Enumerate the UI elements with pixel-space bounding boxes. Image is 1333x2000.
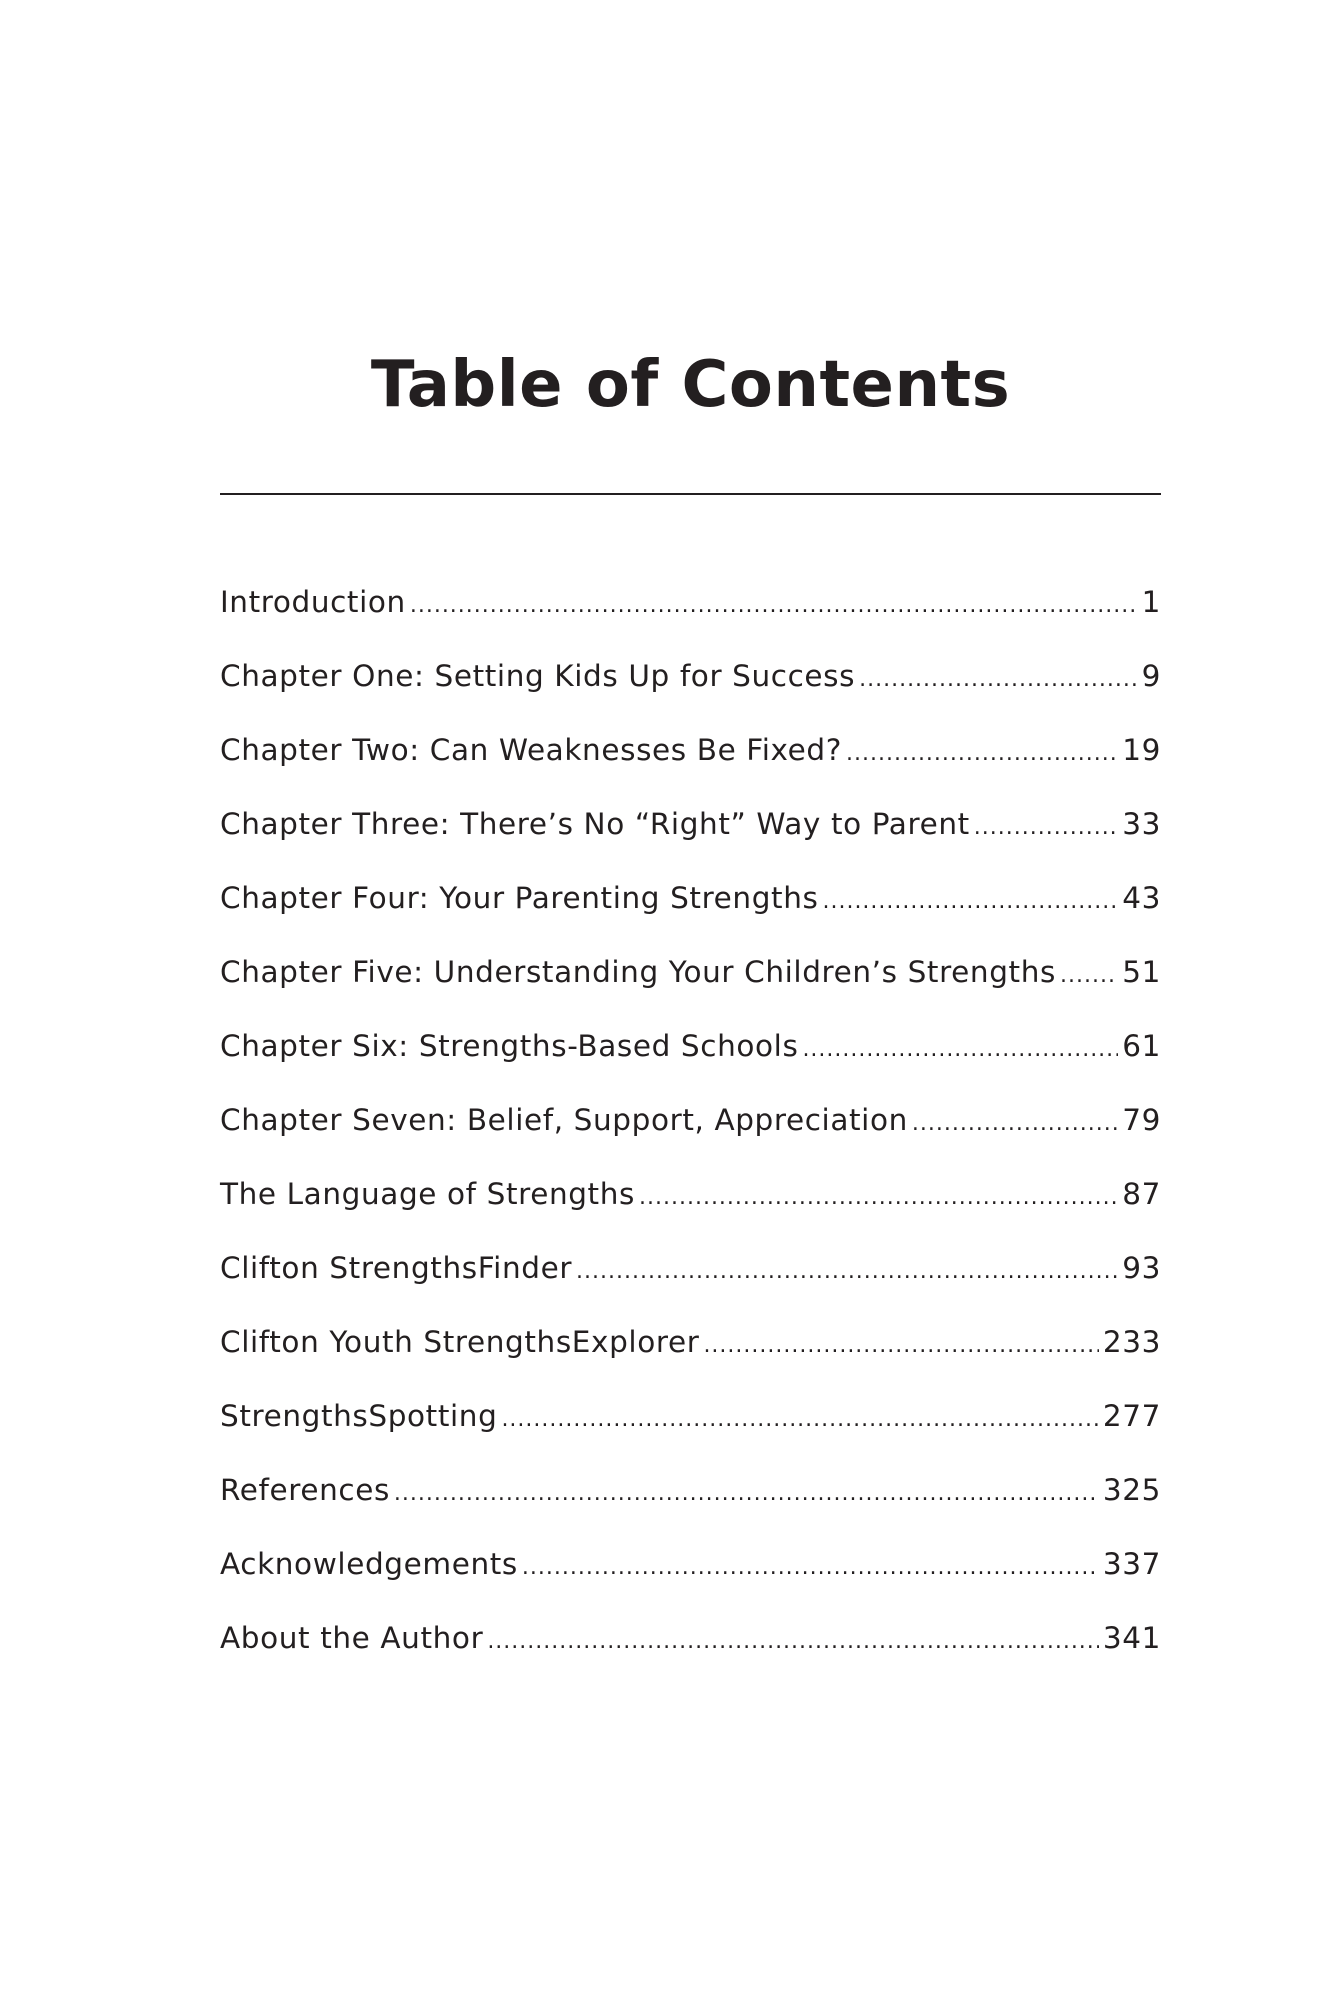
toc-entry-page: 233	[1102, 1325, 1161, 1359]
toc-entry-page: 87	[1122, 1177, 1161, 1211]
toc-entry-language-of-strengths	[220, 1170, 1161, 1244]
dot-leader	[410, 582, 1138, 630]
toc-entry-page: 93	[1122, 1251, 1161, 1285]
dot-leader	[974, 804, 1118, 852]
toc-entry-page: 1	[1141, 585, 1161, 619]
toc-entry-introduction	[220, 578, 1161, 652]
toc-entry-page: 79	[1122, 1103, 1161, 1137]
toc-entry-acknowledgements	[220, 1540, 1161, 1614]
dot-leader	[522, 1544, 1099, 1592]
toc-entry-title: StrengthsSpotting	[220, 1399, 498, 1433]
toc-entry-title: Chapter Six: Strengths-Based Schools	[220, 1029, 799, 1063]
toc-entry-title: Introduction	[220, 585, 406, 619]
toc-entry-title: Acknowledgements	[220, 1547, 518, 1581]
dot-leader	[501, 1396, 1098, 1444]
dot-leader	[912, 1100, 1118, 1148]
toc-entry-title: Chapter Two: Can Weaknesses Be Fixed?	[220, 733, 842, 767]
toc-entry-page: 277	[1102, 1399, 1161, 1433]
toc-entry-chapter-six	[220, 1022, 1161, 1096]
toc-entry-page: 43	[1122, 881, 1161, 915]
toc-entry-chapter-two	[220, 726, 1161, 800]
dot-leader	[859, 656, 1138, 704]
toc-entry-title: Chapter Four: Your Parenting Strengths	[220, 881, 819, 915]
dot-leader	[576, 1248, 1118, 1296]
dot-leader	[639, 1174, 1118, 1222]
toc-entry-page: 9	[1141, 659, 1161, 693]
dot-leader	[846, 730, 1118, 778]
toc-entry-chapter-one	[220, 652, 1161, 726]
toc-entry-clifton-youth-strengthsexplorer	[220, 1318, 1161, 1392]
toc-entry-page: 61	[1122, 1029, 1161, 1063]
toc-entry-page: 341	[1102, 1621, 1161, 1655]
toc-entry-chapter-seven	[220, 1096, 1161, 1170]
toc-entry-page: 33	[1122, 807, 1161, 841]
dot-leader	[703, 1322, 1098, 1370]
dot-leader	[802, 1026, 1118, 1074]
dot-leader	[822, 878, 1118, 926]
toc-entry-chapter-four	[220, 874, 1161, 948]
toc-entry-page: 19	[1122, 733, 1161, 767]
toc-entry-title: Clifton StrengthsFinder	[220, 1251, 573, 1285]
toc-entry-title: The Language of Strengths	[220, 1177, 635, 1211]
dot-leader	[394, 1470, 1099, 1518]
toc-entry-strengthsspotting	[220, 1392, 1161, 1466]
toc-entry-title: References	[220, 1473, 390, 1507]
toc-entry-chapter-five	[220, 948, 1161, 1022]
toc-entry-title: Chapter Three: There’s No “Right” Way to Parent	[220, 807, 970, 841]
dot-leader	[1060, 952, 1118, 1000]
toc-entry-references	[220, 1466, 1161, 1540]
toc-entry-title: Clifton Youth StrengthsExplorer	[220, 1325, 700, 1359]
toc-entry-title: About the Author	[220, 1621, 484, 1655]
title-divider	[220, 493, 1161, 495]
toc-entry-page: 325	[1102, 1473, 1161, 1507]
table-of-contents	[220, 578, 1161, 1688]
dot-leader	[487, 1618, 1099, 1666]
toc-entry-page: 337	[1102, 1547, 1161, 1581]
toc-entry-about-the-author	[220, 1614, 1161, 1688]
toc-entry-title: Chapter Seven: Belief, Support, Appreciation	[220, 1103, 908, 1137]
page-title: Table of Contents	[370, 348, 1011, 422]
toc-entry-chapter-three	[220, 800, 1161, 874]
toc-entry-title: Chapter Five: Understanding Your Children’s Strengths	[220, 955, 1056, 989]
toc-entry-page: 51	[1122, 955, 1161, 989]
toc-entry-clifton-strengthsfinder	[220, 1244, 1161, 1318]
toc-entry-title: Chapter One: Setting Kids Up for Success	[220, 659, 856, 693]
